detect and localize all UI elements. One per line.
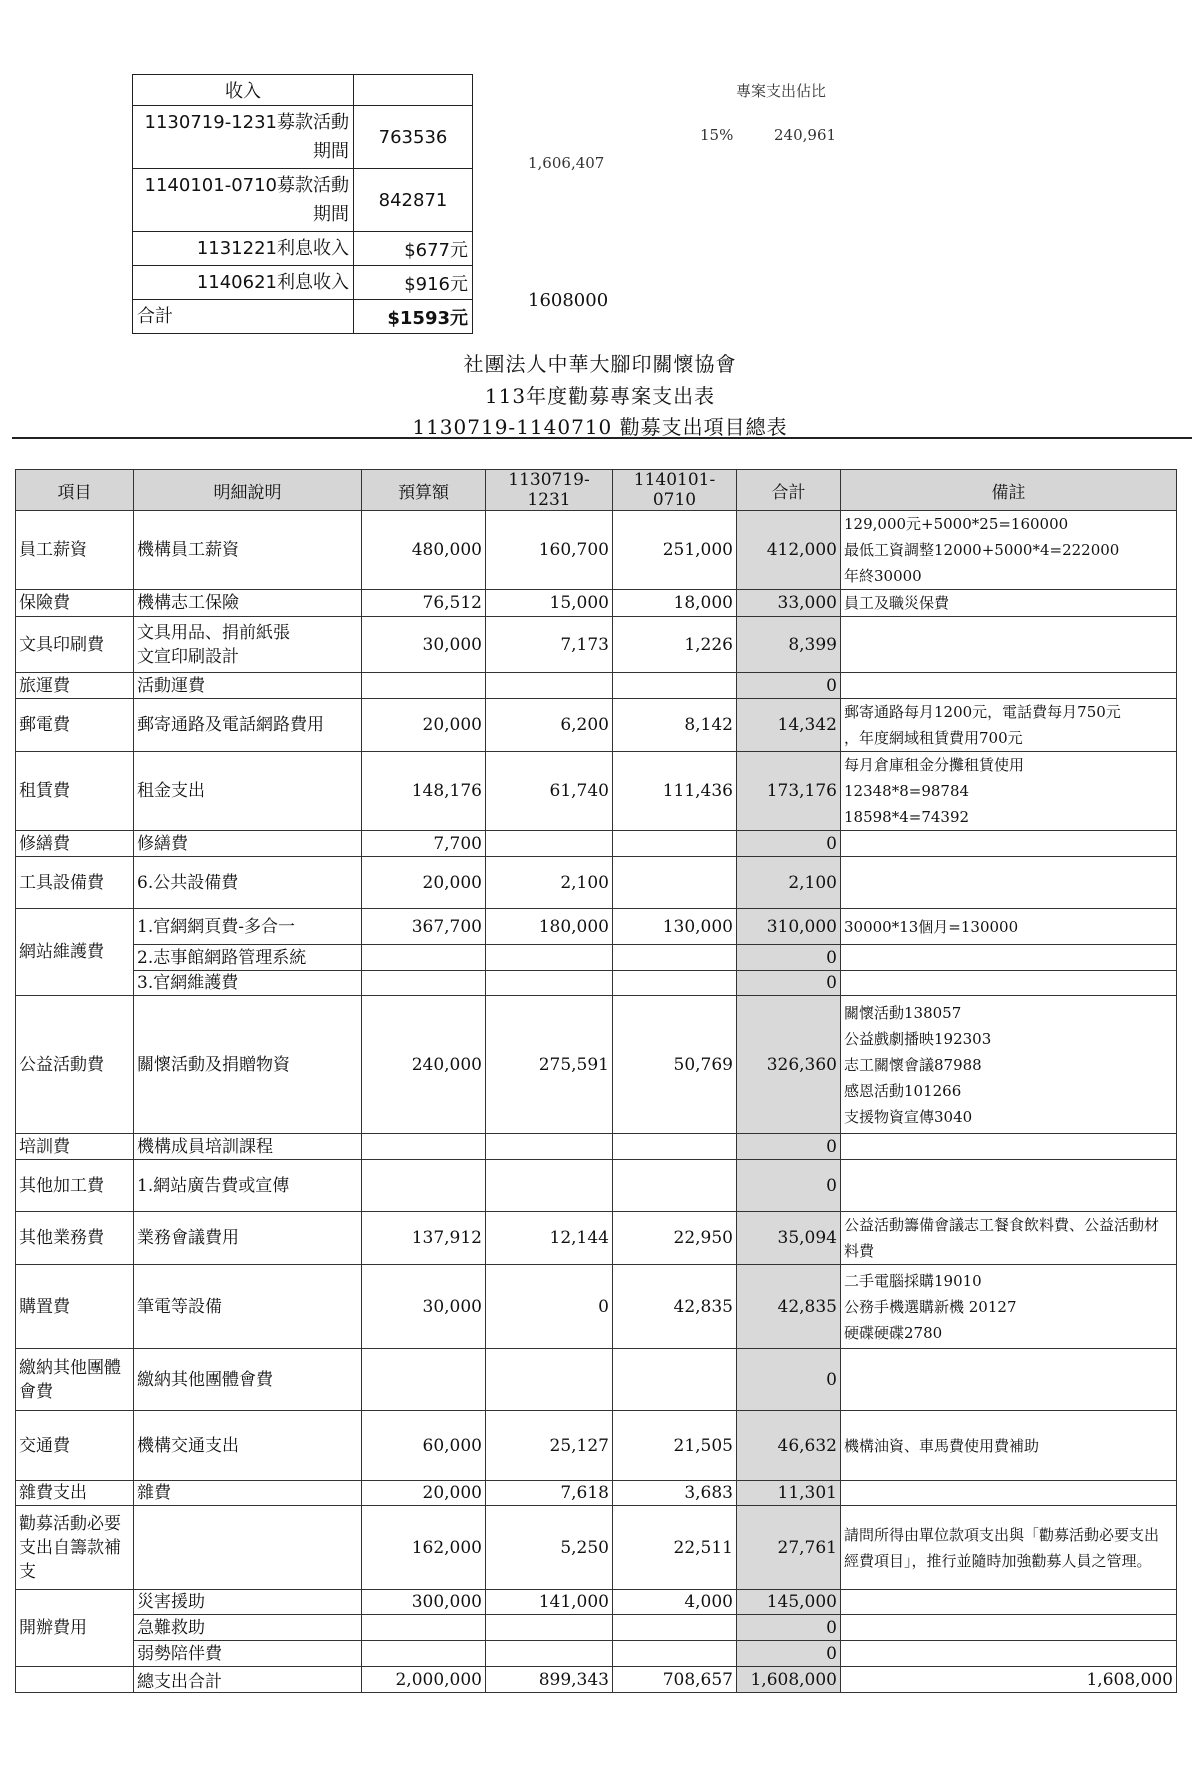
expense-budget-cell: 480,000 <box>362 511 486 590</box>
expense-remark-cell <box>841 831 1177 857</box>
income-label: 1131221利息收入 <box>133 232 354 266</box>
table-row <box>16 1411 1177 1481</box>
expense-total-cell: 0 <box>737 1160 841 1212</box>
expense-period1-cell: 7,173 <box>486 617 613 673</box>
expense-remark-cell <box>841 1590 1177 1615</box>
table-row <box>16 752 1177 831</box>
expense-budget-cell: 30,000 <box>362 1265 486 1349</box>
footer-note: 1,608,000 <box>841 1667 1177 1693</box>
expense-detail-cell: 機構志工保險 <box>134 590 362 617</box>
table-row <box>16 1160 1177 1212</box>
expense-budget-cell <box>362 1134 486 1160</box>
expense-period1-cell: 6,200 <box>486 699 613 752</box>
expense-period1-cell <box>486 1349 613 1411</box>
col-detail-header: 明細說明 <box>134 470 362 511</box>
expense-period2-cell: 50,769 <box>613 996 737 1134</box>
expense-period1-cell: 0 <box>486 1265 613 1349</box>
income-header: 收入 <box>133 75 354 106</box>
expense-detail-cell: 2.志事館網路管理系統 <box>134 945 362 971</box>
expense-period1-cell: 7,618 <box>486 1481 613 1506</box>
expense-total-cell: 412,000 <box>737 511 841 590</box>
table-row <box>16 617 1177 673</box>
expense-total-cell: 0 <box>737 971 841 996</box>
table-row <box>16 673 1177 699</box>
expense-period2-cell <box>613 673 737 699</box>
expense-period2-cell: 111,436 <box>613 752 737 831</box>
expense-budget-cell: 137,912 <box>362 1212 486 1265</box>
expense-item-cell: 文具印刷費 <box>16 617 134 673</box>
col-period2-header: 1140101-0710 <box>613 470 737 511</box>
expense-detail-cell: 機構員工薪資 <box>134 511 362 590</box>
period-title: 1130719-1140710 勸募支出項目總表 <box>412 415 788 439</box>
expense-remark-cell: 30000*13個月=130000 <box>841 909 1177 945</box>
income-row <box>133 106 473 169</box>
table-row <box>16 1641 1177 1667</box>
expense-item-cell: 公益活動費 <box>16 996 134 1134</box>
income-total-row <box>133 300 473 334</box>
expense-budget-cell <box>362 673 486 699</box>
expense-remark-cell <box>841 1134 1177 1160</box>
col-item-header: 項目 <box>16 470 134 511</box>
expense-period1-cell: 2,100 <box>486 857 613 909</box>
table-row <box>16 1506 1177 1590</box>
expense-period1-cell: 12,144 <box>486 1212 613 1265</box>
table-row <box>16 1481 1177 1506</box>
table-row <box>16 857 1177 909</box>
expense-period2-cell <box>613 945 737 971</box>
expense-remark-cell <box>841 1349 1177 1411</box>
expense-period2-cell: 21,505 <box>613 1411 737 1481</box>
expense-budget-cell: 76,512 <box>362 590 486 617</box>
expense-detail-cell: 郵寄通路及電話網路費用 <box>134 699 362 752</box>
expense-total-cell: 0 <box>737 1349 841 1411</box>
expense-period1-cell: 141,000 <box>486 1590 613 1615</box>
income-label: 1140621利息收入 <box>133 266 354 300</box>
expense-remark-cell: 郵寄通路每月1200元，電話費每月750元 ，年度網域租賃費用700元 <box>841 699 1177 752</box>
expense-detail-cell: 機構交通支出 <box>134 1411 362 1481</box>
expense-budget-cell <box>362 1641 486 1667</box>
expense-item-cell: 網站維護費 <box>16 909 134 996</box>
expense-total-cell: 0 <box>737 673 841 699</box>
expense-period1-cell: 61,740 <box>486 752 613 831</box>
table-row <box>16 831 1177 857</box>
expense-total-cell: 326,360 <box>737 996 841 1134</box>
income-header-blank <box>354 75 473 106</box>
expense-budget-cell <box>362 1160 486 1212</box>
expense-period2-cell <box>613 1641 737 1667</box>
expense-item-cell: 工具設備費 <box>16 857 134 909</box>
expense-period2-cell: 42,835 <box>613 1265 737 1349</box>
expense-item-cell: 修繕費 <box>16 831 134 857</box>
expense-total-cell: 46,632 <box>737 1411 841 1481</box>
income-label: 1130719-1231募款活動期間 <box>133 106 354 169</box>
income-row <box>133 232 473 266</box>
expense-total-cell: 0 <box>737 1615 841 1641</box>
expense-period2-cell <box>613 1160 737 1212</box>
expense-budget-cell: 148,176 <box>362 752 486 831</box>
expense-period2-cell <box>613 1349 737 1411</box>
expense-period2-cell: 22,950 <box>613 1212 737 1265</box>
income-row <box>133 266 473 300</box>
expense-detail-cell: 災害援助 <box>134 1590 362 1615</box>
income-value: $916元 <box>354 266 473 300</box>
expense-period1-cell <box>486 1641 613 1667</box>
expense-total-cell: 0 <box>737 831 841 857</box>
report-title: 113年度勸募專案支出表 <box>484 384 716 408</box>
expense-detail-cell: 業務會議費用 <box>134 1212 362 1265</box>
footer-blank-cell <box>16 1667 134 1693</box>
expense-period1-cell <box>486 831 613 857</box>
expense-period1-cell: 180,000 <box>486 909 613 945</box>
expense-total-cell: 33,000 <box>737 590 841 617</box>
expense-table <box>15 469 1177 1693</box>
expense-item-cell: 開辦費用 <box>16 1590 134 1667</box>
col-total-header: 合計 <box>737 470 841 511</box>
expense-remark-cell <box>841 857 1177 909</box>
expense-remark-cell <box>841 971 1177 996</box>
expense-total-cell: 310,000 <box>737 909 841 945</box>
expense-period2-cell: 130,000 <box>613 909 737 945</box>
expense-total-cell: 14,342 <box>737 699 841 752</box>
table-row <box>16 511 1177 590</box>
footer-period2: 708,657 <box>613 1667 737 1693</box>
expense-header-row <box>16 470 1177 511</box>
expense-period2-cell: 1,226 <box>613 617 737 673</box>
expense-budget-cell: 240,000 <box>362 996 486 1134</box>
income-total-value: $1593元 <box>354 300 473 334</box>
expense-total-cell: 145,000 <box>737 1590 841 1615</box>
table-row <box>16 1349 1177 1411</box>
expense-remark-cell <box>841 617 1177 673</box>
expense-period1-cell: 5,250 <box>486 1506 613 1590</box>
expense-total-cell: 0 <box>737 1641 841 1667</box>
income-row <box>133 169 473 232</box>
expense-item-cell: 郵電費 <box>16 699 134 752</box>
expense-total-cell: 42,835 <box>737 1265 841 1349</box>
expense-remark-cell: 請問所得由單位款項支出與「勸募活動必要支出經費項目」，推行並隨時加強勸募人員之管理。 <box>841 1506 1177 1590</box>
expense-item-cell: 其他業務費 <box>16 1212 134 1265</box>
expense-period1-cell <box>486 673 613 699</box>
expense-remark-cell <box>841 673 1177 699</box>
expense-period2-cell: 4,000 <box>613 1590 737 1615</box>
expense-ratio-heading: 專案支出佔比 <box>736 82 827 100</box>
expense-detail-cell: 6.公共設備費 <box>134 857 362 909</box>
expense-budget-cell: 367,700 <box>362 909 486 945</box>
expense-footer-row <box>16 1667 1177 1693</box>
income-table <box>132 74 473 334</box>
col-remarks-header: 備註 <box>841 470 1177 511</box>
expense-period2-cell: 8,142 <box>613 699 737 752</box>
expense-budget-cell <box>362 971 486 996</box>
footer-period1: 899,343 <box>486 1667 613 1693</box>
expense-remark-cell <box>841 1641 1177 1667</box>
expense-budget-cell <box>362 1349 486 1411</box>
expense-period2-cell: 3,683 <box>613 1481 737 1506</box>
expense-period1-cell: 15,000 <box>486 590 613 617</box>
expense-total-cell: 11,301 <box>737 1481 841 1506</box>
expense-period1-cell: 25,127 <box>486 1411 613 1481</box>
expense-remark-cell: 關懷活動138057 公益戲劇播映192303 志工關懷會議87988 感恩活動101266 支援物資宣傳3040 <box>841 996 1177 1134</box>
expense-period2-cell: 22,511 <box>613 1506 737 1590</box>
table-row <box>16 590 1177 617</box>
expense-detail-cell: 3.官網維護費 <box>134 971 362 996</box>
income-value: 842871 <box>354 169 473 232</box>
expense-remark-cell: 每月倉庫租金分攤租賃使用 12348*8=98784 18598*4=74392 <box>841 752 1177 831</box>
expense-detail-cell: 關懷活動及捐贈物資 <box>134 996 362 1134</box>
expense-period2-cell <box>613 971 737 996</box>
expense-total-cell: 2,100 <box>737 857 841 909</box>
expense-budget-cell: 162,000 <box>362 1506 486 1590</box>
expense-remark-cell: 二手電腦採購19010 公務手機選購新機 20127 硬碟硬碟2780 <box>841 1265 1177 1349</box>
expense-remark-cell: 員工及職災保費 <box>841 590 1177 617</box>
expense-remark-cell <box>841 945 1177 971</box>
expense-total-cell: 35,094 <box>737 1212 841 1265</box>
expense-item-cell: 繳納其他團體會費 <box>16 1349 134 1411</box>
income-value: 763536 <box>354 106 473 169</box>
expense-detail-cell: 弱勢陪伴費 <box>134 1641 362 1667</box>
expense-detail-cell: 筆電等設備 <box>134 1265 362 1349</box>
expense-item-cell: 雜費支出 <box>16 1481 134 1506</box>
table-row <box>16 1134 1177 1160</box>
expense-detail-cell: 繳納其他團體會費 <box>134 1349 362 1411</box>
expense-total-cell: 173,176 <box>737 752 841 831</box>
income-value: $677元 <box>354 232 473 266</box>
expense-ratio-amount: 240,961 <box>774 126 837 144</box>
expense-ratio-pct: 15% <box>700 126 734 144</box>
expense-detail-cell: 修繕費 <box>134 831 362 857</box>
expense-period2-cell: 251,000 <box>613 511 737 590</box>
expense-budget-cell: 60,000 <box>362 1411 486 1481</box>
expense-budget-cell: 30,000 <box>362 617 486 673</box>
expense-detail-cell: 機構成員培訓課程 <box>134 1134 362 1160</box>
expense-item-cell: 購置費 <box>16 1265 134 1349</box>
expense-remark-cell: 129,000元+5000*25=160000 最低工資調整12000+5000*4=222000 年終30000 <box>841 511 1177 590</box>
footer-budget: 2,000,000 <box>362 1667 486 1693</box>
expense-detail-cell: 1.網站廣告費或宣傳 <box>134 1160 362 1212</box>
table-row <box>16 1265 1177 1349</box>
expense-remark-cell: 機構油資、車馬費使用費補助 <box>841 1411 1177 1481</box>
expense-period2-cell <box>613 831 737 857</box>
expense-detail-cell: 雜費 <box>134 1481 362 1506</box>
expense-item-cell: 交通費 <box>16 1411 134 1481</box>
expense-detail-cell: 1.官網網頁費-多合一 <box>134 909 362 945</box>
expense-detail-cell: 租金支出 <box>134 752 362 831</box>
table-row <box>16 1212 1177 1265</box>
expense-item-cell: 其他加工費 <box>16 1160 134 1212</box>
expense-period2-cell <box>613 857 737 909</box>
expense-period1-cell <box>486 1615 613 1641</box>
table-row <box>16 996 1177 1134</box>
expense-budget-cell: 300,000 <box>362 1590 486 1615</box>
table-row <box>16 699 1177 752</box>
org-title: 社團法人中華大腳印關懷協會 <box>463 352 737 376</box>
table-row <box>16 945 1177 971</box>
expense-total-cell: 0 <box>737 945 841 971</box>
expense-budget-cell: 20,000 <box>362 857 486 909</box>
expense-item-cell: 員工薪資 <box>16 511 134 590</box>
expense-total-note: 1608000 <box>528 290 609 311</box>
expense-item-cell: 保險費 <box>16 590 134 617</box>
expense-remark-cell <box>841 1481 1177 1506</box>
col-period1-header: 1130719-1231 <box>486 470 613 511</box>
table-row <box>16 971 1177 996</box>
title-rule <box>12 437 1192 439</box>
expense-period2-cell <box>613 1615 737 1641</box>
expense-detail-cell: 急難救助 <box>134 1615 362 1641</box>
expense-item-cell: 勸募活動必要支出自籌款補支 <box>16 1506 134 1590</box>
expense-budget-cell: 20,000 <box>362 1481 486 1506</box>
expense-period2-cell <box>613 1134 737 1160</box>
table-row <box>16 1590 1177 1615</box>
expense-detail-cell: 文具用品、捐前紙張 文宣印刷設計 <box>134 617 362 673</box>
income-label: 1140101-0710募款活動期間 <box>133 169 354 232</box>
expense-detail-cell <box>134 1506 362 1590</box>
expense-total-cell: 0 <box>737 1134 841 1160</box>
expense-total-cell: 27,761 <box>737 1506 841 1590</box>
expense-period1-cell: 160,700 <box>486 511 613 590</box>
expense-budget-cell <box>362 945 486 971</box>
expense-period1-cell <box>486 971 613 996</box>
expense-remark-cell: 公益活動籌備會議志工餐食飲料費、公益活動材料費 <box>841 1212 1177 1265</box>
expense-budget-cell <box>362 1615 486 1641</box>
expense-remark-cell <box>841 1160 1177 1212</box>
expense-remark-cell <box>841 1615 1177 1641</box>
expense-total-cell: 8,399 <box>737 617 841 673</box>
expense-budget-cell: 7,700 <box>362 831 486 857</box>
expense-item-cell: 培訓費 <box>16 1134 134 1160</box>
expense-period1-cell <box>486 945 613 971</box>
expense-period1-cell <box>486 1160 613 1212</box>
table-row <box>16 1615 1177 1641</box>
table-row <box>16 909 1177 945</box>
expense-detail-cell: 活動運費 <box>134 673 362 699</box>
expense-period1-cell: 275,591 <box>486 996 613 1134</box>
income-total-label: 合計 <box>133 300 354 334</box>
footer-label: 總支出合計 <box>134 1667 362 1693</box>
expense-period1-cell <box>486 1134 613 1160</box>
footer-total: 1,608,000 <box>737 1667 841 1693</box>
col-budget-header: 預算額 <box>362 470 486 511</box>
expense-period2-cell: 18,000 <box>613 590 737 617</box>
expense-item-cell: 旅運費 <box>16 673 134 699</box>
expense-sum: 1,606,407 <box>528 154 605 172</box>
expense-budget-cell: 20,000 <box>362 699 486 752</box>
expense-item-cell: 租賃費 <box>16 752 134 831</box>
